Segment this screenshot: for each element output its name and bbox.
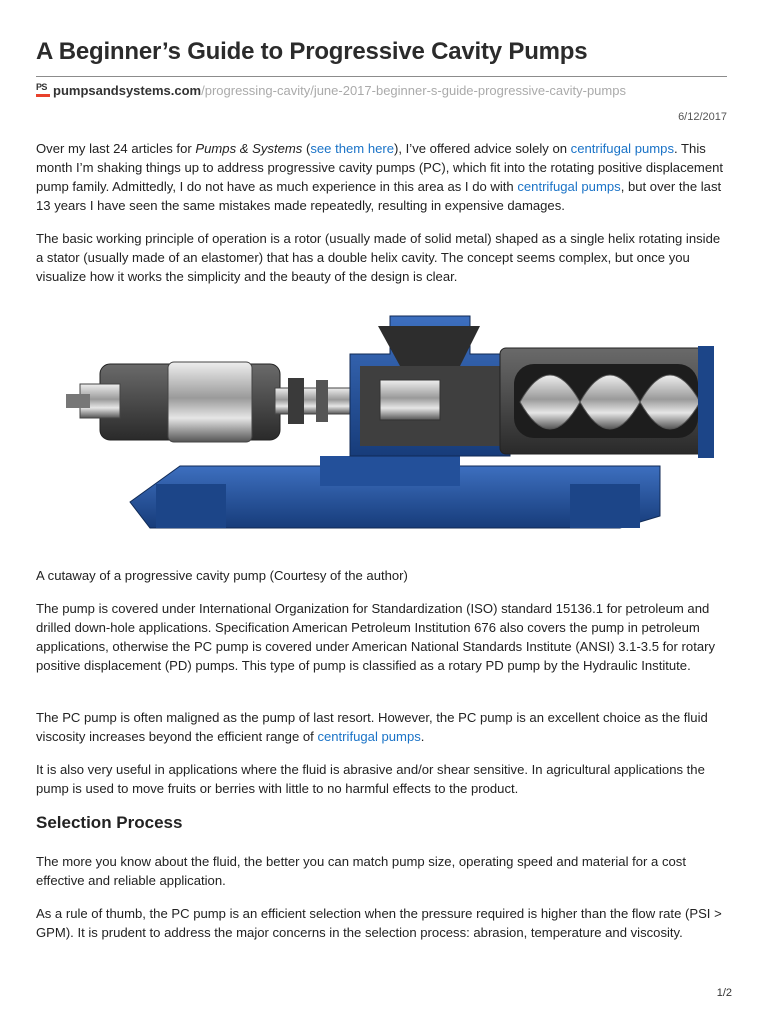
paragraph-fluid: The more you know about the fluid, the better you can match pump size, operating speed and material for a cost effective and reliable application. xyxy=(36,854,686,888)
article-date: 6/12/2017 xyxy=(678,111,727,123)
see-them-here-link[interactable]: see them here xyxy=(310,141,395,156)
paragraph-working-principle: The basic working principle of operation is a rotor (usually made of solid metal) shaped as a single helix rotating inside a stator (usually made of an elastomer) that has a double helix cavity. The concept seems complex, but once you visualize how it works the simplicity and the beauty of the design is clear. xyxy=(36,231,721,284)
article-title: A Beginner’s Guide to Progressive Cavity Pumps xyxy=(36,38,588,65)
page-number: 1/2 xyxy=(716,987,732,999)
pump-cutaway-image xyxy=(60,306,720,542)
paragraph-intro: Over my last 24 articles for Pumps & Systems (see them here), I’ve offered advice solely on centrifugal pumps. This month I’m shaking things up to address progressive cavity pumps (PC), which fit into the rotating positive displacement pump family. Admittedly, I do not have as much experience in this area as I do with centrifugal pumps, but over the last 13 years I have seen the same mistakes made repeatedly, resulting in expensive damages. xyxy=(36,141,724,213)
centrifugal-pumps-link[interactable]: centrifugal pumps xyxy=(570,141,675,156)
paragraph-applications: It is also very useful in applications where the fluid is abrasive and/or shear sensitive. In agricultural applications the pump is used to move fruits or berries with little to no harmful effects to the product. xyxy=(36,762,705,796)
site-logo-icon: PS xyxy=(36,83,50,97)
centrifugal-pumps-link-2[interactable]: centrifugal pumps xyxy=(517,179,621,194)
centrifugal-pumps-link-3[interactable]: centrifugal pumps xyxy=(317,729,421,744)
paragraph-last-resort: The PC pump is often maligned as the pump of last resort. However, the PC pump is an excellent choice as the fluid viscosity increases beyond the efficient range of centrifugal pumps. xyxy=(36,710,708,744)
source-path[interactable]: /progressing-cavity/june-2017-beginner-s-guide-progressive-cavity-pumps xyxy=(201,83,626,98)
paragraph-rule-of-thumb: As a rule of thumb, the PC pump is an efficient selection when the pressure required is higher than the flow rate (PSI > GPM). It is prudent to address the major concerns in the selection process: abrasion, temperature and viscosity. xyxy=(36,906,722,940)
source-url[interactable] xyxy=(36,83,626,98)
title-divider xyxy=(36,76,727,77)
source-domain[interactable]: pumpsandsystems.com xyxy=(53,83,202,98)
paragraph-standards: The pump is covered under International Organization for Standardization (ISO) standard 15136.1 for petroleum and drilled down-hole applications. Specification American Petroleum Institution 676 also covers the pump in petroleum applications, otherwise the PC pump is covered under American National Standards Institute (ANSI) 3.1-3.5 for rotary positive displacement (PD) pumps. This type of pump is classified as a rotary PD pump by the Hydraulic Institute. xyxy=(36,601,716,673)
section-heading-selection: Selection Process xyxy=(36,813,183,832)
image-caption: A cutaway of a progressive cavity pump (Courtesy of the author) xyxy=(36,568,408,583)
